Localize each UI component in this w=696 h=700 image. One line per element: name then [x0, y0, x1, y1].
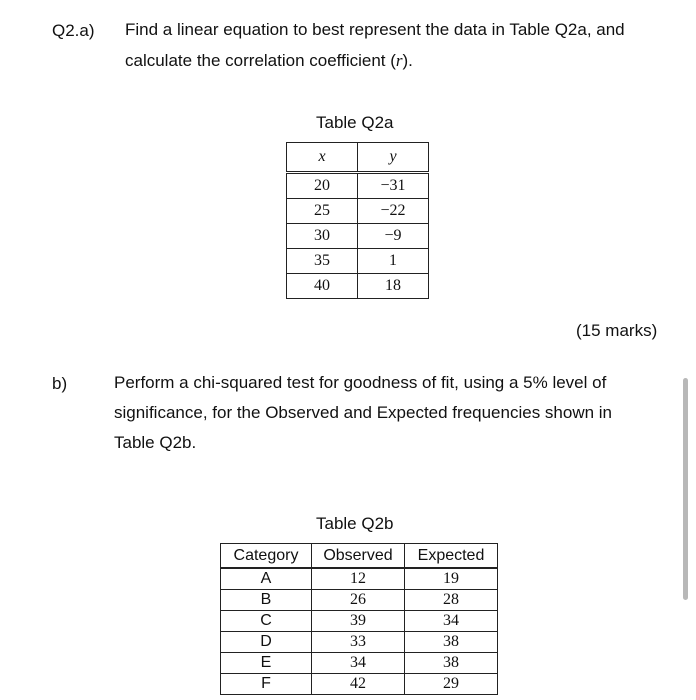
header-category: Category [221, 544, 312, 569]
cell-y: 1 [358, 249, 429, 274]
cell-observed: 33 [312, 632, 405, 653]
cell-x: 30 [287, 224, 358, 249]
cell-category: F [221, 674, 312, 695]
question-2a-line-2-end: ). [402, 51, 413, 70]
cell-observed: 34 [312, 653, 405, 674]
table-row [287, 274, 429, 299]
table-row [221, 653, 498, 674]
table-row [287, 224, 429, 249]
header-y: y [358, 143, 429, 173]
cell-x: 25 [287, 199, 358, 224]
cell-y: −9 [358, 224, 429, 249]
correlation-symbol: r [395, 51, 403, 70]
marks-label: (15 marks) [576, 321, 658, 340]
cell-observed: 12 [312, 568, 405, 590]
table-q2a [286, 142, 429, 299]
cell-observed: 26 [312, 590, 405, 611]
table-q2b [220, 543, 498, 695]
table-row [221, 568, 498, 590]
cell-category: A [221, 568, 312, 590]
table-row [287, 199, 429, 224]
table-header-row [287, 143, 429, 173]
question-2b-line-1: Perform a chi-squared test for goodness of fit, using a 5% level of [114, 373, 607, 392]
cell-y: 18 [358, 274, 429, 299]
header-observed: Observed [312, 544, 405, 569]
table-q2a-title: Table Q2a [316, 113, 394, 132]
cell-expected: 29 [405, 674, 498, 695]
cell-expected: 28 [405, 590, 498, 611]
cell-observed: 42 [312, 674, 405, 695]
question-2b-line-2: significance, for the Observed and Expected frequencies shown in [114, 403, 613, 422]
table-row [287, 249, 429, 274]
vertical-scrollbar[interactable] [683, 378, 688, 600]
header-expected: Expected [405, 544, 498, 569]
table-row [221, 674, 498, 695]
table-row [221, 611, 498, 632]
cell-category: B [221, 590, 312, 611]
cell-expected: 34 [405, 611, 498, 632]
cell-y: −22 [358, 199, 429, 224]
table-q2b-title: Table Q2b [316, 514, 394, 533]
question-2b-line-3: Table Q2b. [114, 433, 197, 452]
cell-category: E [221, 653, 312, 674]
question-2a-label: Q2.a) [52, 21, 95, 40]
table-row [221, 632, 498, 653]
cell-category: D [221, 632, 312, 653]
question-2a-line-1: Find a linear equation to best represent the data in Table Q2a, and [125, 20, 625, 39]
question-2a-line-2 [125, 46, 413, 76]
header-x: x [287, 143, 358, 173]
cell-x: 40 [287, 274, 358, 299]
cell-x: 20 [287, 173, 358, 199]
cell-category: C [221, 611, 312, 632]
cell-expected: 38 [405, 653, 498, 674]
table-row [287, 173, 429, 199]
question-2a-line-2-start: calculate the correlation coefficient ( [125, 51, 396, 70]
cell-x: 35 [287, 249, 358, 274]
cell-expected: 38 [405, 632, 498, 653]
cell-observed: 39 [312, 611, 405, 632]
question-2b-label: b) [52, 374, 68, 393]
cell-y: −31 [358, 173, 429, 199]
cell-expected: 19 [405, 568, 498, 590]
table-row [221, 590, 498, 611]
table-header-row [221, 544, 498, 569]
